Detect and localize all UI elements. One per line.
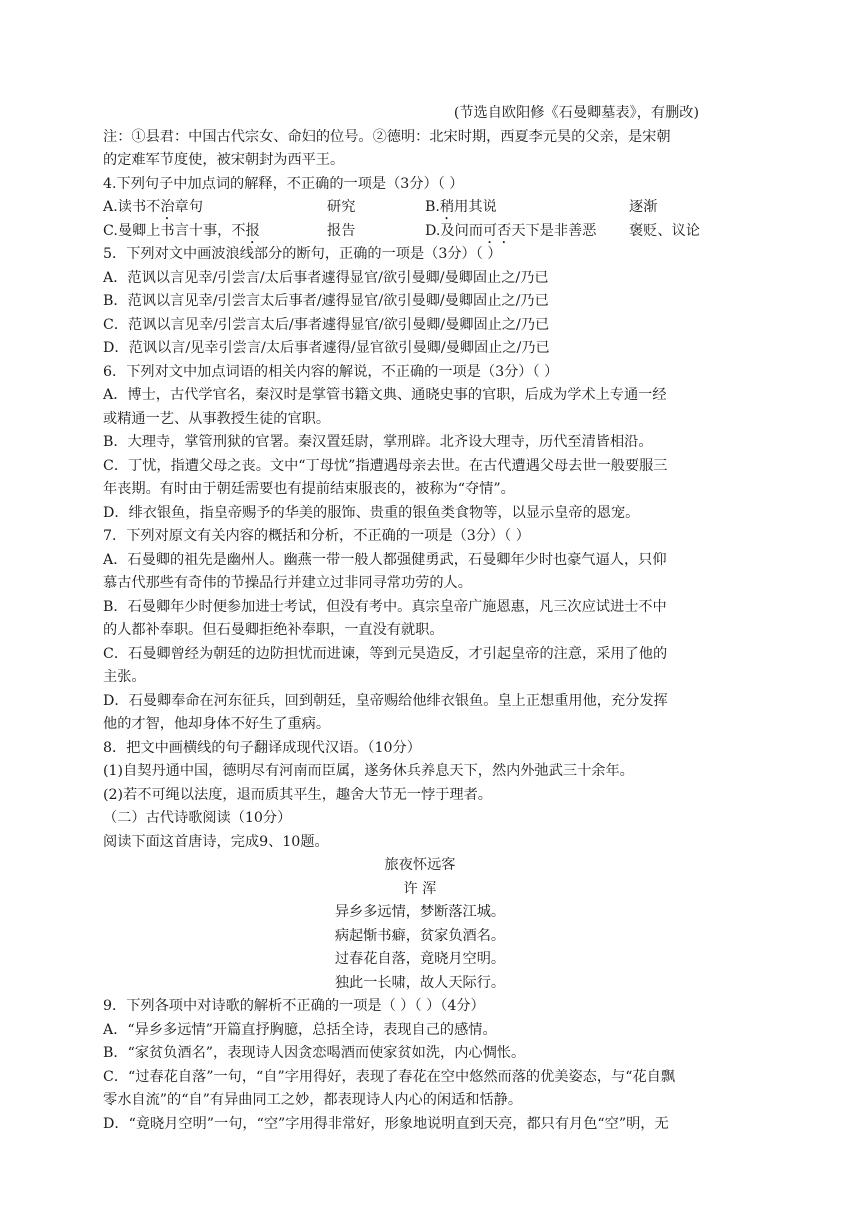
section-heading: （二）古代诗歌阅读（10分）: [103, 810, 292, 826]
option-c: C.曼卿上书言十事，不报: [103, 222, 260, 239]
question-6-line: 或精通一艺、从事教授生徒的官职。: [103, 410, 331, 427]
question-8-sentence: (2)若不可绳以法度，退而质其平生，趣舍大节无一悖于理者。: [103, 786, 492, 803]
question-7-line: A．石曼卿的祖先是幽州人。幽燕一带一般人都强健勇武，石曼卿年少时也豪气逼人，只仰: [103, 551, 667, 568]
question-6-stem: 6．下列对文中加点词语的相关内容的解说，不正确的一项是（3分）（ ）: [103, 363, 559, 380]
exam-page: [103, 102, 737, 1136]
note-line: 的定难军节度使，被宋朝封为西平王。: [103, 152, 345, 168]
question-9-line: A．“异乡多远情”开篇直抒胸臆，总括全诗，表现自己的感情。: [103, 1021, 497, 1038]
option-d-definition: 褒贬、议论: [629, 222, 700, 239]
option-c-definition: 报告: [327, 222, 356, 239]
question-6-line: A．博士，古代学官名，秦汉时是掌管书籍文典、通晓史事的官职，后成为学术上专通一经: [103, 387, 667, 403]
question-7-stem: 7．下列对原文有关内容的概括和分析，不正确的一项是（3分）（ ）: [103, 528, 530, 544]
question-6-line: D．绯衣银鱼，指皇帝赐予的华美的服饰、贵重的银鱼类食物等，以显示皇帝的恩宠。: [103, 504, 640, 521]
poem-author: 许 浑: [403, 880, 437, 897]
question-8-stem: 8．把文中画横线的句子翻译成现代汉语。（10分）: [103, 739, 421, 756]
question-7-line: C．石曼卿曾经为朝廷的边防担忧而进谏，等到元昊造反，才引起皇帝的注意，采用了他的: [103, 645, 668, 662]
question-5-stem: 5．下列对文中画波浪线部分的断句，正确的一项是（3分）（ ）: [103, 246, 502, 262]
question-9-line: B．“家贫负酒名”，表现诗人因贪恋喝酒而使家贫如洗，内心惆怅。: [103, 1045, 526, 1061]
question-7-line: 慕古代那些有奇伟的节操品行并建立过非同寻常功劳的人。: [103, 575, 472, 591]
question-4-options-row-2: [103, 220, 737, 244]
option-a-definition: 研究: [327, 199, 356, 215]
poem-line: 过春花自落，竟晓月空明。: [334, 951, 506, 967]
option-a: A.读书不治章句: [103, 199, 203, 215]
poem-title: 旅夜怀远客: [384, 857, 456, 873]
question-5-option: D．范讽以言/见幸引尝言/太后事者遽得/显官欲引曼卿/曼卿固止之/乃已: [103, 340, 550, 356]
section-instruction: 阅读下面这首唐诗，完成9、10题。: [103, 833, 329, 850]
question-6-line: C．丁忧，指遭父母之丧。文中“丁母忧”指遭遇母亲去世。在古代遭遇父母去世一般要服三: [103, 457, 668, 474]
poem-line: 病起惭书癖，贫家负酒名。: [334, 927, 506, 944]
source-citation: (节选自欧阳修《石曼卿墓表》，有删改): [453, 105, 699, 121]
note-line: 注：①县君：中国古代宗女、命妇的位号。②德明：北宋时期，西夏李元昊的父亲，是宋朝: [103, 128, 671, 145]
option-b-definition: 逐渐: [629, 199, 658, 215]
option-d: D.及问而可否天下是非善恶: [425, 222, 597, 239]
question-4-options-row-1: [103, 196, 737, 220]
question-7-line: D．石曼卿奉命在河东征兵，回到朝廷，皇帝赐给他绯衣银鱼。皇上正想重用他，充分发挥: [103, 692, 668, 709]
question-8-sentence: (1)自契丹通中国，德明尽有河南而臣属，遂务休兵养息天下，然内外弛武三十余年。: [103, 763, 634, 779]
poem-line: 异乡多远情，梦断落江城。: [334, 904, 506, 920]
question-7-line: 他的才智，他却身体不好生了重病。: [103, 716, 331, 732]
question-5-option: A．范讽以言见幸/引尝言/太后事者遽得显官/欲引曼卿/曼卿固止之/乃已: [103, 269, 549, 286]
question-7-line: 的人都补奉职。但石曼卿拒绝补奉职，一直没有就职。: [103, 622, 444, 638]
question-9-line: D．“竟晓月空明”一句，“空”字用得非常好，形象地说明直到天亮，都只有月色“空”明，无: [103, 1115, 669, 1132]
question-7-line: B．石曼卿年少时便参加进士考试，但没有考中。真宗皇帝广施恩惠，凡三次应试进士不中: [103, 598, 667, 615]
question-7-line: 主张。: [103, 669, 146, 685]
question-6-line: 年丧期。有时由于朝廷需要也有提前结束服丧的，被称为“夺情”。: [103, 481, 515, 497]
question-4-stem: 4.下列句子中加点词的解释，不正确的一项是（3分）（ ）: [103, 175, 464, 192]
question-6-line: B．大理寺，掌管刑狱的官署。秦汉置廷尉，掌刑辟。北齐设大理寺，历代至清皆相沿。: [103, 434, 653, 450]
question-9-line: C．“过春花自落”一句，“自”字用得好，表现了春花在空中悠然而落的优美姿态，与“花自飘: [103, 1068, 676, 1085]
question-5-option: B．范讽以言见幸/引尝言太后事者/遽得显官/欲引曼卿/曼卿固止之/乃已: [103, 293, 549, 309]
poem-line: 独此一长啸，故人天际行。: [334, 974, 506, 991]
option-b: B.稍用其说: [425, 199, 497, 215]
question-9-stem: 9．下列各项中对诗歌的解析不正确的一项是（ ）（ ）（4分）: [103, 998, 485, 1014]
question-9-line: 零水自流”的“自”有异曲同工之妙，都表现诗人内心的闲适和恬静。: [103, 1092, 523, 1108]
question-5-option: C．范讽以言见幸/引尝言太后/事者遽得显官/欲引曼卿/曼卿固止之/乃已: [103, 316, 550, 333]
